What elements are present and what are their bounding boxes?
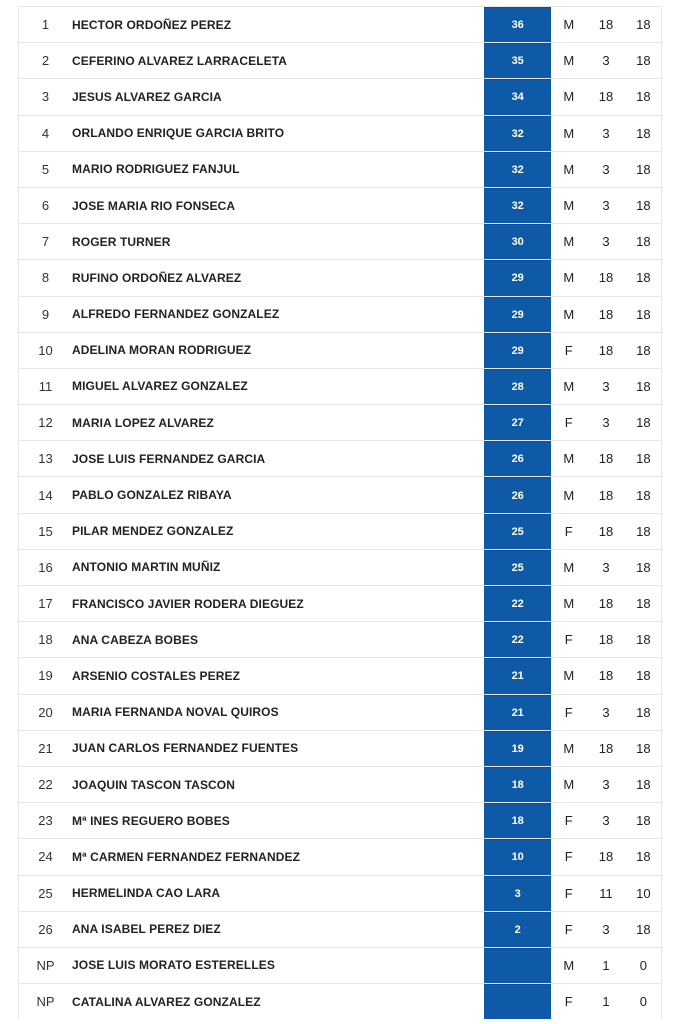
score-cell bbox=[484, 984, 551, 1019]
sex-cell: M bbox=[563, 451, 575, 467]
column-a-cell: 18 bbox=[598, 849, 614, 865]
player-name-cell: HERMELINDA CAO LARA bbox=[72, 886, 221, 901]
sex-cell: F bbox=[564, 704, 573, 720]
column-b-cell: 18 bbox=[636, 270, 651, 286]
player-name-cell: ANTONIO MARTIN MUÑIZ bbox=[72, 560, 221, 575]
position-cell: 20 bbox=[38, 704, 53, 720]
sex-cell: M bbox=[563, 270, 575, 286]
position-cell: 9 bbox=[41, 306, 50, 322]
sex-cell: M bbox=[563, 668, 575, 684]
score-cell: 21 bbox=[484, 658, 551, 693]
position-cell: 4 bbox=[41, 125, 50, 141]
table-row bbox=[19, 838, 661, 874]
player-name-cell: JUAN CARLOS FERNANDEZ FUENTES bbox=[72, 741, 299, 756]
position-cell: 18 bbox=[38, 632, 53, 648]
column-a-cell: 18 bbox=[598, 596, 614, 612]
sex-cell: M bbox=[563, 53, 575, 69]
position-cell: NP bbox=[36, 994, 55, 1010]
table-row bbox=[19, 875, 661, 911]
column-a-cell: 1 bbox=[602, 957, 610, 973]
column-b-cell: 18 bbox=[636, 89, 651, 105]
column-a-cell: 18 bbox=[598, 668, 614, 684]
position-cell: 7 bbox=[41, 234, 50, 250]
table-row bbox=[19, 549, 661, 585]
sex-cell: F bbox=[564, 994, 573, 1010]
column-a-cell: 18 bbox=[598, 89, 614, 105]
results-table bbox=[18, 6, 662, 1019]
position-cell: 23 bbox=[38, 813, 53, 829]
position-cell: 10 bbox=[38, 342, 53, 358]
score-cell: 21 bbox=[484, 695, 551, 730]
position-cell: 26 bbox=[38, 921, 53, 937]
column-a-cell: 18 bbox=[598, 740, 614, 756]
sex-cell: M bbox=[563, 777, 575, 793]
score-cell: 2 bbox=[484, 912, 551, 947]
player-name-cell: JOSE LUIS MORATO ESTERELLES bbox=[72, 958, 275, 973]
column-b-cell: 18 bbox=[636, 921, 651, 937]
table-row bbox=[19, 476, 661, 512]
table-row bbox=[19, 802, 661, 838]
column-b-cell: 18 bbox=[636, 813, 651, 829]
column-a-cell: 18 bbox=[598, 632, 614, 648]
score-cell: 3 bbox=[484, 876, 551, 911]
column-a-cell: 3 bbox=[602, 704, 610, 720]
table-row bbox=[19, 259, 661, 295]
column-b-cell: 18 bbox=[636, 234, 651, 250]
score-cell: 29 bbox=[484, 260, 551, 295]
column-a-cell: 3 bbox=[602, 777, 610, 793]
sex-cell: M bbox=[563, 378, 575, 394]
column-b-cell: 18 bbox=[636, 415, 651, 431]
position-cell: 25 bbox=[38, 885, 53, 901]
table-row bbox=[19, 585, 661, 621]
table-row bbox=[19, 440, 661, 476]
column-b-cell: 18 bbox=[636, 559, 651, 575]
sex-cell: F bbox=[564, 632, 573, 648]
score-cell: 32 bbox=[484, 116, 551, 151]
column-b-cell: 18 bbox=[636, 378, 651, 394]
position-cell: 15 bbox=[38, 523, 53, 539]
column-b-cell: 18 bbox=[636, 740, 651, 756]
player-name-cell: ALFREDO FERNANDEZ GONZALEZ bbox=[72, 307, 280, 322]
table-row bbox=[19, 115, 661, 151]
column-a-cell: 3 bbox=[602, 921, 610, 937]
player-name-cell: ADELINA MORAN RODRIGUEZ bbox=[72, 343, 252, 358]
score-cell: 27 bbox=[484, 405, 551, 440]
column-b-cell: 0 bbox=[639, 957, 647, 973]
sex-cell: M bbox=[563, 161, 575, 177]
sex-cell: M bbox=[563, 17, 575, 33]
position-cell: NP bbox=[36, 957, 55, 973]
column-b-cell: 18 bbox=[636, 777, 651, 793]
sex-cell: F bbox=[564, 813, 573, 829]
player-name-cell: HECTOR ORDOÑEZ PEREZ bbox=[72, 17, 232, 32]
column-a-cell: 3 bbox=[602, 378, 610, 394]
column-a-cell: 3 bbox=[602, 125, 610, 141]
position-cell: 6 bbox=[41, 198, 50, 214]
sex-cell: M bbox=[563, 740, 575, 756]
sex-cell: F bbox=[564, 921, 573, 937]
position-cell: 14 bbox=[38, 487, 53, 503]
table-row bbox=[19, 296, 661, 332]
score-cell bbox=[484, 948, 551, 983]
column-b-cell: 18 bbox=[636, 596, 651, 612]
table-row bbox=[19, 368, 661, 404]
position-cell: 16 bbox=[38, 559, 53, 575]
column-a-cell: 3 bbox=[602, 161, 610, 177]
position-cell: 24 bbox=[38, 849, 53, 865]
player-name-cell: PILAR MENDEZ GONZALEZ bbox=[72, 524, 234, 539]
player-name-cell: PABLO GONZALEZ RIBAYA bbox=[72, 488, 232, 503]
table-row bbox=[19, 766, 661, 802]
table-row bbox=[19, 911, 661, 947]
sex-cell: M bbox=[563, 234, 575, 250]
player-name-cell: MIGUEL ALVAREZ GONZALEZ bbox=[72, 379, 248, 394]
column-a-cell: 18 bbox=[598, 523, 614, 539]
sex-cell: M bbox=[563, 957, 575, 973]
score-cell: 25 bbox=[484, 550, 551, 585]
column-b-cell: 18 bbox=[636, 487, 651, 503]
column-a-cell: 18 bbox=[598, 487, 614, 503]
player-name-cell: MARIO RODRIGUEZ FANJUL bbox=[72, 162, 240, 177]
column-a-cell: 18 bbox=[598, 270, 614, 286]
table-row bbox=[19, 730, 661, 766]
score-cell: 32 bbox=[484, 188, 551, 223]
position-cell: 1 bbox=[41, 17, 50, 33]
column-a-cell: 11 bbox=[599, 885, 613, 901]
player-name-cell: FRANCISCO JAVIER RODERA DIEGUEZ bbox=[72, 596, 304, 611]
sex-cell: F bbox=[564, 342, 573, 358]
score-cell: 28 bbox=[484, 369, 551, 404]
score-cell: 25 bbox=[484, 514, 551, 549]
column-a-cell: 1 bbox=[602, 994, 610, 1010]
player-name-cell: JOAQUIN TASCON TASCON bbox=[72, 777, 236, 792]
column-b-cell: 18 bbox=[636, 523, 651, 539]
score-cell: 26 bbox=[484, 441, 551, 476]
column-a-cell: 18 bbox=[598, 306, 614, 322]
sex-cell: F bbox=[564, 849, 573, 865]
position-cell: 19 bbox=[38, 668, 53, 684]
column-b-cell: 18 bbox=[636, 668, 651, 684]
player-name-cell: JOSE MARIA RIO FONSECA bbox=[72, 198, 236, 213]
score-cell: 29 bbox=[484, 297, 551, 332]
table-row bbox=[19, 621, 661, 657]
score-cell: 26 bbox=[484, 477, 551, 512]
column-b-cell: 18 bbox=[636, 125, 651, 141]
player-name-cell: JOSE LUIS FERNANDEZ GARCIA bbox=[72, 451, 266, 466]
table-row bbox=[19, 78, 661, 114]
score-cell: 19 bbox=[484, 731, 551, 766]
player-name-cell: Mª INES REGUERO BOBES bbox=[72, 813, 230, 828]
table-row bbox=[19, 42, 661, 78]
column-b-cell: 10 bbox=[636, 885, 651, 901]
player-name-cell: ARSENIO COSTALES PEREZ bbox=[72, 668, 241, 683]
position-cell: 3 bbox=[41, 89, 50, 105]
column-a-cell: 3 bbox=[602, 53, 610, 69]
sex-cell: F bbox=[564, 523, 573, 539]
column-a-cell: 18 bbox=[598, 17, 614, 33]
sex-cell: M bbox=[563, 596, 575, 612]
column-a-cell: 18 bbox=[598, 342, 614, 358]
sex-cell: M bbox=[563, 198, 575, 214]
score-cell: 34 bbox=[484, 79, 551, 114]
position-cell: 11 bbox=[38, 378, 53, 394]
score-cell: 22 bbox=[484, 622, 551, 657]
player-name-cell: ROGER TURNER bbox=[72, 234, 171, 249]
score-cell: 10 bbox=[484, 839, 551, 874]
player-name-cell: ANA ISABEL PEREZ DIEZ bbox=[72, 922, 221, 937]
position-cell: 2 bbox=[41, 53, 50, 69]
table-row bbox=[19, 223, 661, 259]
sex-cell: F bbox=[564, 415, 573, 431]
score-cell: 30 bbox=[484, 224, 551, 259]
position-cell: 8 bbox=[41, 270, 50, 286]
column-b-cell: 18 bbox=[636, 17, 651, 33]
column-b-cell: 18 bbox=[636, 451, 651, 467]
table-row bbox=[19, 657, 661, 693]
player-name-cell: ORLANDO ENRIQUE GARCIA BRITO bbox=[72, 126, 285, 141]
column-a-cell: 18 bbox=[598, 451, 614, 467]
position-cell: 13 bbox=[38, 451, 53, 467]
player-name-cell: ANA CABEZA BOBES bbox=[72, 632, 199, 647]
table-row bbox=[19, 983, 661, 1019]
table-row bbox=[19, 947, 661, 983]
position-cell: 22 bbox=[38, 777, 53, 793]
table-row bbox=[19, 187, 661, 223]
sex-cell: F bbox=[564, 885, 573, 901]
sex-cell: M bbox=[563, 559, 575, 575]
sex-cell: M bbox=[563, 487, 575, 503]
sex-cell: M bbox=[563, 306, 575, 322]
column-b-cell: 18 bbox=[636, 342, 651, 358]
player-name-cell: CEFERINO ALVAREZ LARRACELETA bbox=[72, 53, 288, 68]
column-b-cell: 18 bbox=[636, 198, 651, 214]
position-cell: 5 bbox=[41, 161, 50, 177]
player-name-cell: Mª CARMEN FERNANDEZ FERNANDEZ bbox=[72, 849, 301, 864]
column-b-cell: 18 bbox=[636, 53, 651, 69]
score-cell: 29 bbox=[484, 333, 551, 368]
player-name-cell: RUFINO ORDOÑEZ ALVAREZ bbox=[72, 270, 242, 285]
score-cell: 35 bbox=[484, 43, 551, 78]
column-b-cell: 18 bbox=[636, 704, 651, 720]
column-b-cell: 18 bbox=[636, 161, 651, 177]
column-b-cell: 18 bbox=[636, 632, 651, 648]
table-row bbox=[19, 332, 661, 368]
position-cell: 17 bbox=[38, 596, 53, 612]
sex-cell: M bbox=[563, 89, 575, 105]
player-name-cell: CATALINA ALVAREZ GONZALEZ bbox=[72, 994, 261, 1009]
score-cell: 36 bbox=[484, 7, 551, 42]
score-cell: 18 bbox=[484, 803, 551, 838]
table-row bbox=[19, 694, 661, 730]
table-row bbox=[19, 404, 661, 440]
table-row bbox=[19, 513, 661, 549]
table-row bbox=[19, 6, 661, 42]
column-b-cell: 18 bbox=[636, 306, 651, 322]
sex-cell: M bbox=[563, 125, 575, 141]
column-b-cell: 0 bbox=[639, 994, 647, 1010]
column-b-cell: 18 bbox=[636, 849, 651, 865]
column-a-cell: 3 bbox=[602, 415, 610, 431]
player-name-cell: MARIA LOPEZ ALVAREZ bbox=[72, 415, 214, 430]
position-cell: 12 bbox=[38, 415, 53, 431]
column-a-cell: 3 bbox=[602, 813, 610, 829]
position-cell: 21 bbox=[38, 740, 53, 756]
column-a-cell: 3 bbox=[602, 198, 610, 214]
table-row bbox=[19, 151, 661, 187]
player-name-cell: MARIA FERNANDA NOVAL QUIROS bbox=[72, 705, 279, 720]
score-cell: 22 bbox=[484, 586, 551, 621]
column-a-cell: 3 bbox=[602, 559, 610, 575]
player-name-cell: JESUS ALVAREZ GARCIA bbox=[72, 89, 222, 104]
column-a-cell: 3 bbox=[602, 234, 610, 250]
score-cell: 32 bbox=[484, 152, 551, 187]
score-cell: 18 bbox=[484, 767, 551, 802]
